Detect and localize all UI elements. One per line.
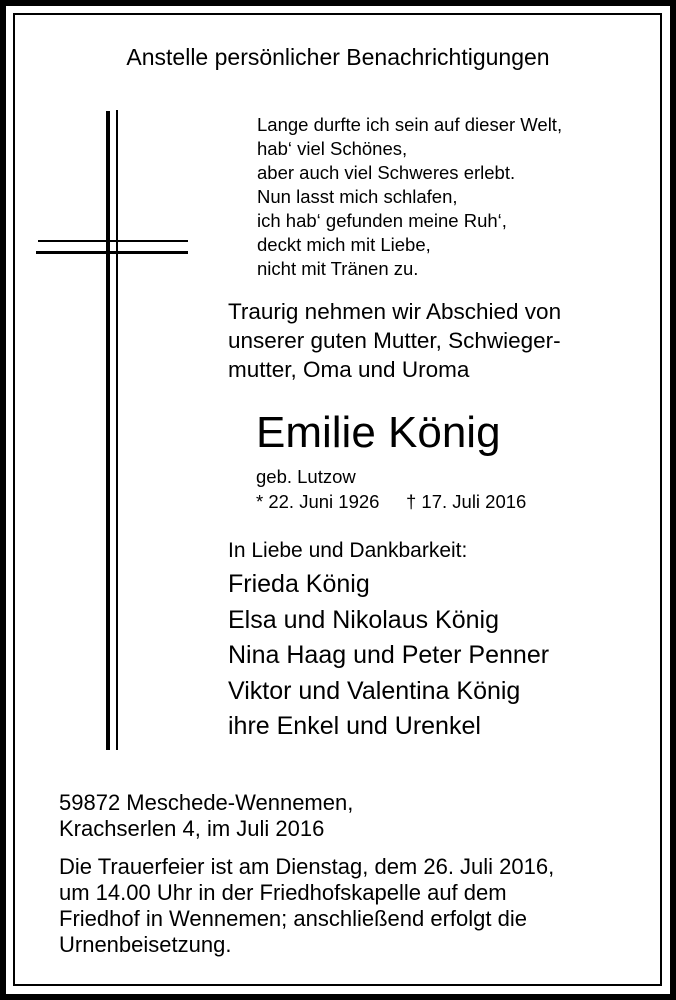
address bbox=[59, 790, 353, 842]
poem-line: hab‘ viel Schönes, bbox=[257, 138, 408, 159]
funeral-line: Friedhof in Wennemen; anschließend erfolgt die bbox=[59, 906, 527, 931]
poem-line: Nun lasst mich schlafen, bbox=[257, 186, 458, 207]
intro-line: unserer guten Mutter, Schwieger- bbox=[228, 328, 561, 353]
funeral-line: Die Trauerfeier ist am Dienstag, dem 26. Juli 2016, bbox=[59, 854, 555, 879]
address-line: Krachserlen 4, im Juli 2016 bbox=[59, 816, 325, 841]
funeral-line: Urnenbeisetzung. bbox=[59, 932, 232, 957]
funeral-line: um 14.00 Uhr in der Friedhofskapelle auf dem bbox=[59, 880, 507, 905]
intro-line: Traurig nehmen wir Abschied von bbox=[228, 299, 562, 324]
poem-line: aber auch viel Schweres erlebt. bbox=[257, 162, 516, 183]
mourner: Viktor und Valentina König bbox=[228, 676, 521, 705]
intro bbox=[228, 297, 561, 384]
mourner: Elsa und Nikolaus König bbox=[228, 605, 499, 634]
mourner: Frieda König bbox=[228, 570, 370, 598]
header: Anstelle persönlicher Benachrichtigungen bbox=[126, 44, 550, 70]
funeral-info bbox=[59, 854, 554, 958]
poem-line: deckt mich mit Liebe, bbox=[257, 234, 431, 255]
maiden-name: geb. Lutzow bbox=[256, 466, 356, 487]
poem-line: Lange durfte ich sein auf dieser Welt, bbox=[257, 114, 563, 135]
intro-line: mutter, Oma und Uroma bbox=[228, 357, 470, 382]
mourners bbox=[228, 567, 549, 745]
deceased-name: Emilie König bbox=[256, 408, 501, 457]
address-line: 59872 Meschede-Wennemen, bbox=[59, 790, 354, 815]
gratitude: In Liebe und Dankbarkeit: bbox=[228, 539, 468, 562]
poem-line: nicht mit Tränen zu. bbox=[257, 258, 419, 279]
birth-date: * 22. Juni 1926 bbox=[256, 491, 380, 512]
mourner: Nina Haag und Peter Penner bbox=[228, 641, 550, 669]
death-date: † 17. Juli 2016 bbox=[406, 491, 527, 512]
poem-line: ich hab‘ gefunden meine Ruh‘, bbox=[257, 210, 507, 231]
mourner: ihre Enkel und Urenkel bbox=[228, 712, 481, 740]
poem bbox=[257, 113, 562, 281]
